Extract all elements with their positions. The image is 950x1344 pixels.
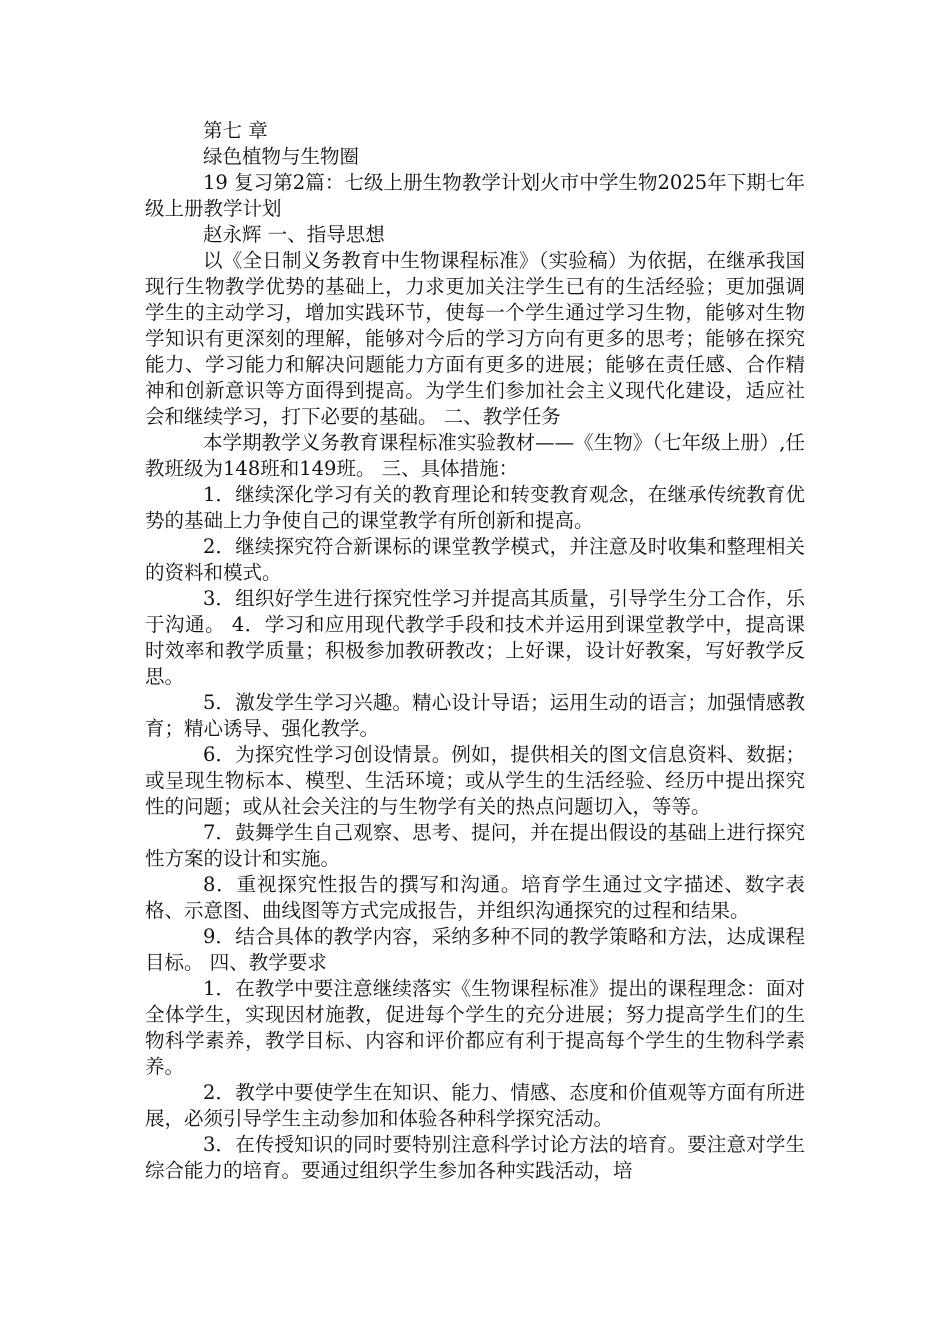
measure-item-5: 5．激发学生学习兴趣。精心设计导语；运用生动的语言；加强情感教育；精心诱导、强化教学。 [145, 691, 805, 740]
measure-item-8: 8．重视探究性报告的撰写和沟通。培育学生通过文字描述、数字表格、示意图、曲线图等方式完成报告，并组织沟通探究的过程和结果。 [145, 873, 805, 922]
measure-item-3-4: 3．组织好学生进行探究性学习并提高其质量，引导学生分工合作，乐于沟通。 4．学习和应用现代教学手段和技术并运用到课堂教学中，提高课时效率和教学质量；积极参加教研教改；上好课，设计好教案，写好教学反思。 [145, 587, 805, 688]
guiding-ideology-paragraph: 以《全日制义务教育中生物课程标准》（实验稿）为依据，在继承我国现行生物教学优势的基础上，力求更加关注学生已有的生活经验；更加强调学生的主动学习，增加实践环节，使每一个学生通过学习生物，能够对生物学知识有更深刻的理解，能够对今后的学习方向有更多的思考；能够在探究能力、学习能力和解决问题能力方面有更多的进展；能够在责任感、合作精神和创新意识等方面得到提高。为学生们参加社会主义现代化建设，适应社会和继续学习，打下必要的基础。 二、教学任务 [145, 249, 805, 428]
measure-item-1: 1．继续深化学习有关的教育理论和转变教育观念，在继承传统教育优势的基础上力争使自己的课堂教学有所创新和提高。 [145, 483, 805, 532]
requirement-item-1: 1．在教学中要注意继续落实《生物课程标准》提出的课程理念：面对全体学生，实现因材施教，促进每个学生的充分进展；努力提高学生们的生物科学素养，教学目标、内容和评价都应有利于提高每个学生的生物科学素养。 [145, 977, 805, 1078]
measure-item-2: 2．继续探究符合新课标的课堂教学模式，并注意及时收集和整理相关的资料和模式。 [145, 535, 805, 584]
measure-item-7: 7．鼓舞学生自己观察、思考、提问，并在提出假设的基础上进行探究性方案的设计和实施。 [145, 821, 805, 870]
measure-item-9: 9．结合具体的教学内容，采纳多种不同的教学策略和方法，达成课程目标。 四、教学要求 [145, 925, 805, 974]
requirement-item-2: 2．教学中要使学生在知识、能力、情感、态度和价值观等方面有所进展，必须引导学生主动参加和体验各种科学探究活动。 [145, 1081, 805, 1130]
requirement-item-3: 3．在传授知识的同时要特别注意科学讨论方法的培育。要注意对学生综合能力的培育。要通过组织学生参加各种实践活动，培 [145, 1133, 805, 1182]
teaching-task-paragraph: 本学期教学义务教育课程标准实验教材——《生物》（七年级上册）,任教班级为148班和149班。 三、具体措施： [145, 431, 805, 480]
author-and-section-heading: 赵永辉 一、指导思想 [203, 223, 385, 246]
document-title: 19 复习第2篇：七级上册生物教学计划火市中学生物2025年下期七年级上册教学计划 [145, 171, 805, 220]
measure-item-6: 6．为探究性学习创设情景。例如，提供相关的图文信息资料、数据；或呈现生物标本、模型、生活环境；或从学生的生活经验、经历中提出探究性的问题；或从社会关注的与生物学有关的热点问题切入，等等。 [145, 743, 805, 818]
chapter-heading: 第七 章 [203, 119, 268, 142]
chapter-title: 绿色植物与生物圈 [203, 145, 360, 168]
document-body [145, 118, 805, 1184]
